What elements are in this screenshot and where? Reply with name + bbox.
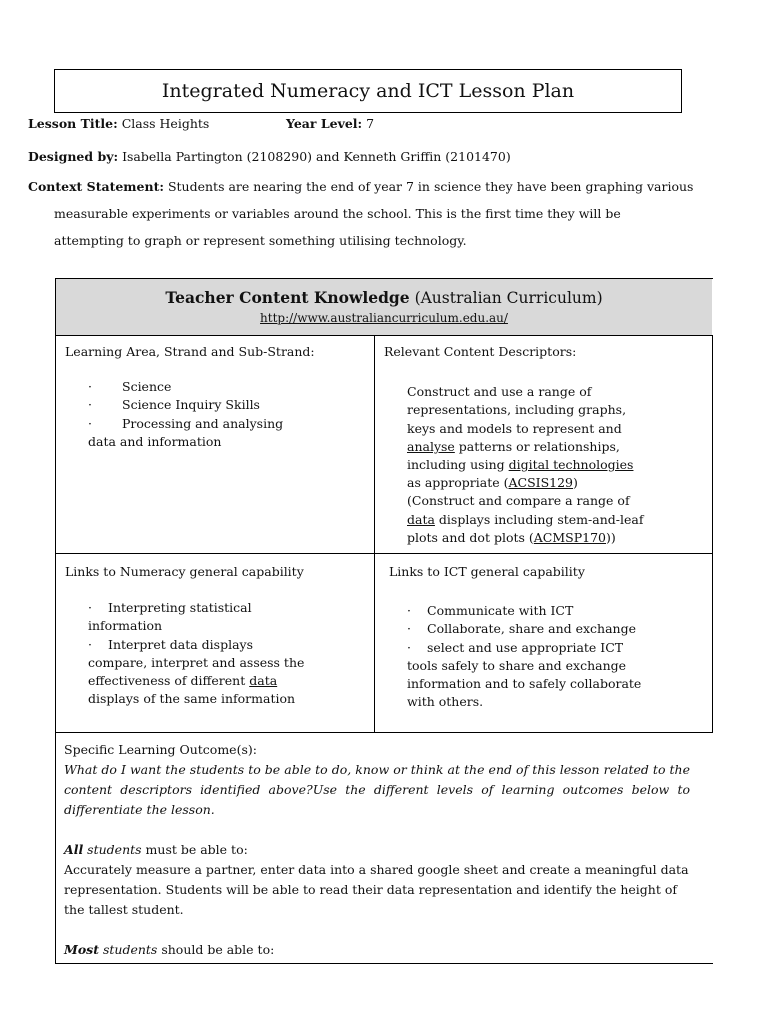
all-students-text: Accurately measure a partner, enter data into a shared google sheet and create a meaningful data representation. Students will be able to read their data representation and identify the height of the tallest student. <box>64 862 689 917</box>
context-statement: Context Statement: Students are nearing the end of year 7 in science they have been graphing various measurable experiments or variables around the school. This is the first time they will be attempting to graph or represent something utilising technology. <box>28 179 694 248</box>
cell-heading: Learning Area, Strand and Sub-Strand: <box>65 344 315 359</box>
cell-heading: Links to ICT general capability <box>389 564 585 579</box>
descriptors-cell: Relevant Content Descriptors: Construct and use a range of representations, including graphs, keys and models to represent and analyse patterns or relationships, including using digital technologies as appropriate (ACSIS129) (Construct and compare a range of data displays including stem-and-leaf plots and dot plots (ACMSP170)) <box>384 343 704 547</box>
numeracy-cell: Links to Numeracy general capability · Interpreting statistical information · Interpret data displays compare, interpret and assess the effectiveness of different data displays of the same information <box>65 563 365 708</box>
designed-by-line: Designed by: Isabella Partington (2108290) and Kenneth Griffin (2101470) <box>28 149 511 164</box>
cell-heading: Links to Numeracy general capability <box>65 564 304 579</box>
learning-outcomes: Specific Learning Outcome(s): What do I want the students to be able to do, know or think at the end of this lesson related to the content descriptors identified above?Use the different levels of learning outcomes below to differentiate the lesson. All students must be able to: Accurately measure a partner, enter data into a shared google sheet and create a meaningful data representation. Students will be able to read their data representation and identify the height of the tallest student. Most students should be able to: <box>64 742 690 957</box>
divider <box>712 335 713 732</box>
year-level-line: Year Level: 7 <box>286 116 375 131</box>
divider <box>374 335 375 732</box>
cell-heading: Relevant Content Descriptors: <box>384 344 577 359</box>
divider <box>55 732 713 733</box>
learning-area-cell: Learning Area, Strand and Sub-Strand: · Science · Science Inquiry Skills · Processing and analysing data and information <box>65 343 365 451</box>
outcomes-prompt: What do I want the students to be able to do, know or think at the end of this lesson related to the content descriptors identified above?Use the different levels of learning outcomes below to differentiate the lesson. <box>64 762 690 817</box>
tck-header: Teacher Content Knowledge (Australian Curriculum) http://www.australiancurriculum.edu.au/ <box>56 279 712 335</box>
outcomes-heading: Specific Learning Outcome(s): <box>64 742 257 757</box>
curriculum-link[interactable]: http://www.australiancurriculum.edu.au/ <box>260 311 508 325</box>
page-title: Integrated Numeracy and ICT Lesson Plan <box>54 69 682 113</box>
ict-cell: Links to ICT general capability · Communicate with ICT · Collaborate, share and exchange · select and use appropriate ICT tools safely to share and exchange information and to safely collaborate with others. <box>389 563 705 711</box>
divider <box>55 553 713 554</box>
divider <box>55 335 713 336</box>
lesson-title-line: Lesson Title: Class Heights <box>28 116 210 131</box>
